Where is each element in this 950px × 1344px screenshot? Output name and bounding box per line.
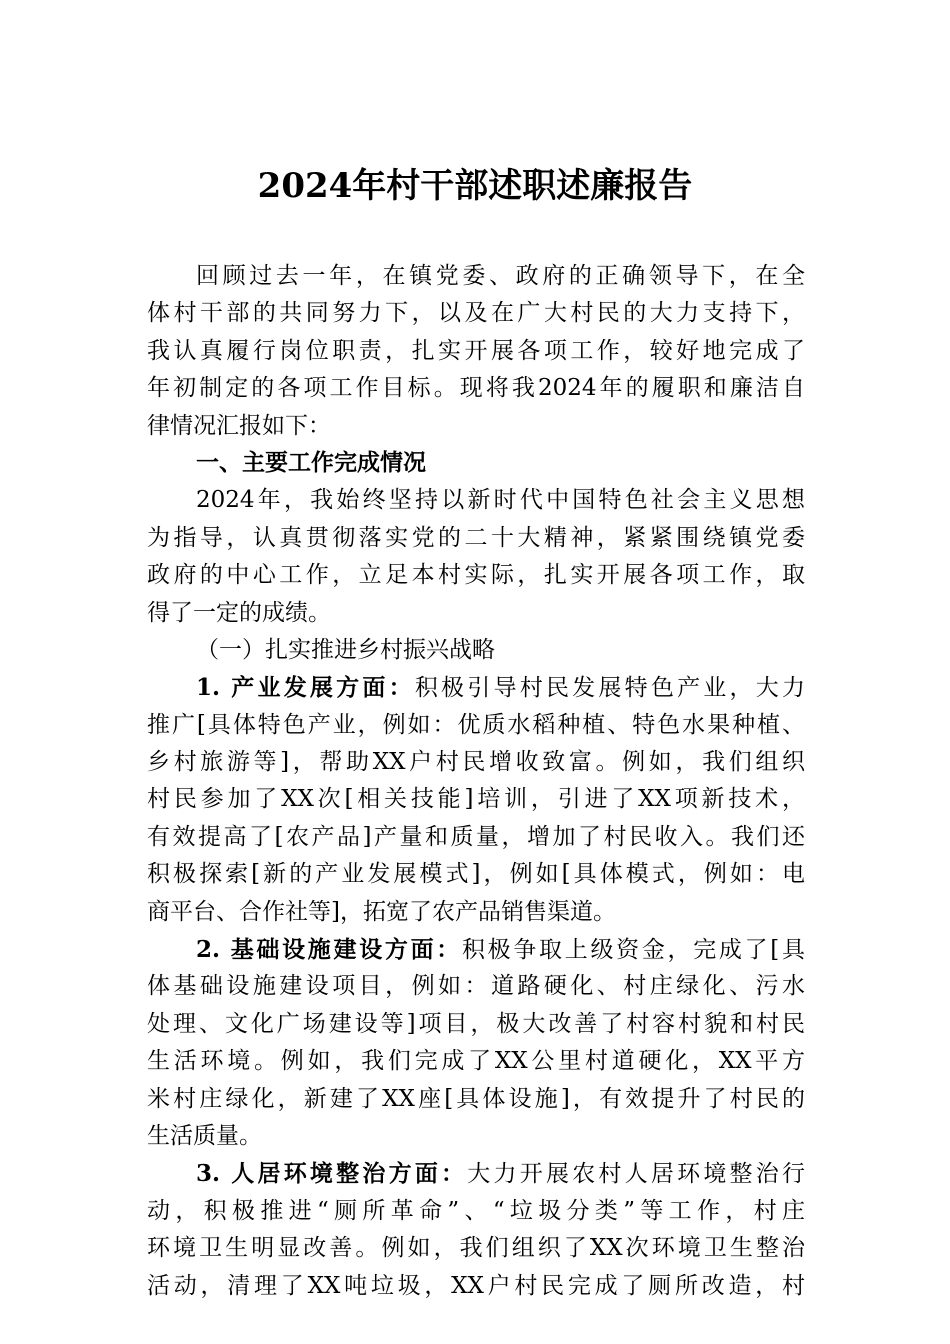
paragraph-line: 我认真履行岗位职责，扎实开展各项工作，较好地完成了 <box>147 337 805 364</box>
paragraph-line: 乡村旅游等]，帮助XX户村民增收致富。例如，我们组织 <box>147 749 805 776</box>
document-title: 2024年村干部述职述廉报告 <box>257 166 693 206</box>
paragraph-line: 2024年，我始终坚持以新时代中国特色社会主义思想 <box>196 487 805 514</box>
paragraph-line: 律情况汇报如下： <box>147 412 331 439</box>
paragraph-line: 生活环境。例如，我们完成了XX公里村道硬化，XX平方 <box>147 1048 805 1075</box>
paragraph-line: 体村干部的共同努力下，以及在广大村民的大力支持下， <box>147 300 805 327</box>
paragraph-line: 村民参加了XX次[相关技能]培训，引进了XX项新技术， <box>147 786 805 813</box>
paragraph-line <box>147 669 805 706</box>
paragraph-line: 推广[具体特色产业，例如：优质水稻种植、特色水果种植、 <box>147 711 805 738</box>
document-body <box>147 258 805 1305</box>
item-text: 大力开展农村人居环境整治行 <box>467 1161 805 1188</box>
paragraph-line: 有效提高了[农产品]产量和质量，增加了村民收入。我们还 <box>147 823 805 850</box>
paragraph-line: 环境卫生明显改善。例如，我们组织了XX次环境卫生整治 <box>147 1235 805 1262</box>
paragraph-line: 活动，清理了XX吨垃圾，XX户村民完成了厕所改造，村 <box>147 1272 805 1299</box>
paragraph-line: 米村庄绿化，新建了XX座[具体设施]，有效提升了村民的 <box>147 1085 805 1112</box>
paragraph-line: 为指导，认真贯彻落实党的二十大精神，紧紧围绕镇党委 <box>147 524 805 551</box>
item-label: 3. 人居环境整治方面： <box>196 1160 468 1188</box>
paragraph-line: 回顾过去一年，在镇党委、政府的正确领导下，在全 <box>196 263 805 289</box>
subsection-heading: （一）扎实推进乡村振兴战略 <box>196 636 495 663</box>
paragraph-line: 年初制定的各项工作目标。现将我2024年的履职和廉洁自 <box>147 375 805 402</box>
paragraph-line: 商平台、合作社等]，拓宽了农产品销售渠道。 <box>147 898 616 925</box>
section-heading: 一、主要工作完成情况 <box>196 449 426 476</box>
paragraph-line: 体基础设施建设项目，例如：道路硬化、村庄绿化、污水 <box>147 973 805 1000</box>
paragraph-line <box>147 1155 805 1192</box>
paragraph-line: 得了一定的成绩。 <box>147 599 331 626</box>
item-text: 积极争取上级资金，完成了[具 <box>461 937 805 964</box>
item-label: 1. 产业发展方面： <box>196 674 415 702</box>
paragraph-line <box>147 931 805 968</box>
item-label: 2. 基础设施建设方面： <box>196 936 462 964</box>
paragraph-line: 积极探索[新的产业发展模式]，例如[具体模式，例如：电 <box>147 861 805 888</box>
paragraph-line: 政府的中心工作，立足本村实际，扎实开展各项工作，取 <box>147 562 805 589</box>
paragraph-line: 处理、文化广场建设等]项目，极大改善了村容村貌和村民 <box>147 1010 805 1037</box>
paragraph-line: 动，积极推进“厕所革命”、“垃圾分类”等工作，村庄 <box>147 1197 805 1224</box>
item-text: 积极引导村民发展特色产业，大力 <box>414 675 805 702</box>
paragraph-line: 生活质量。 <box>147 1122 262 1149</box>
